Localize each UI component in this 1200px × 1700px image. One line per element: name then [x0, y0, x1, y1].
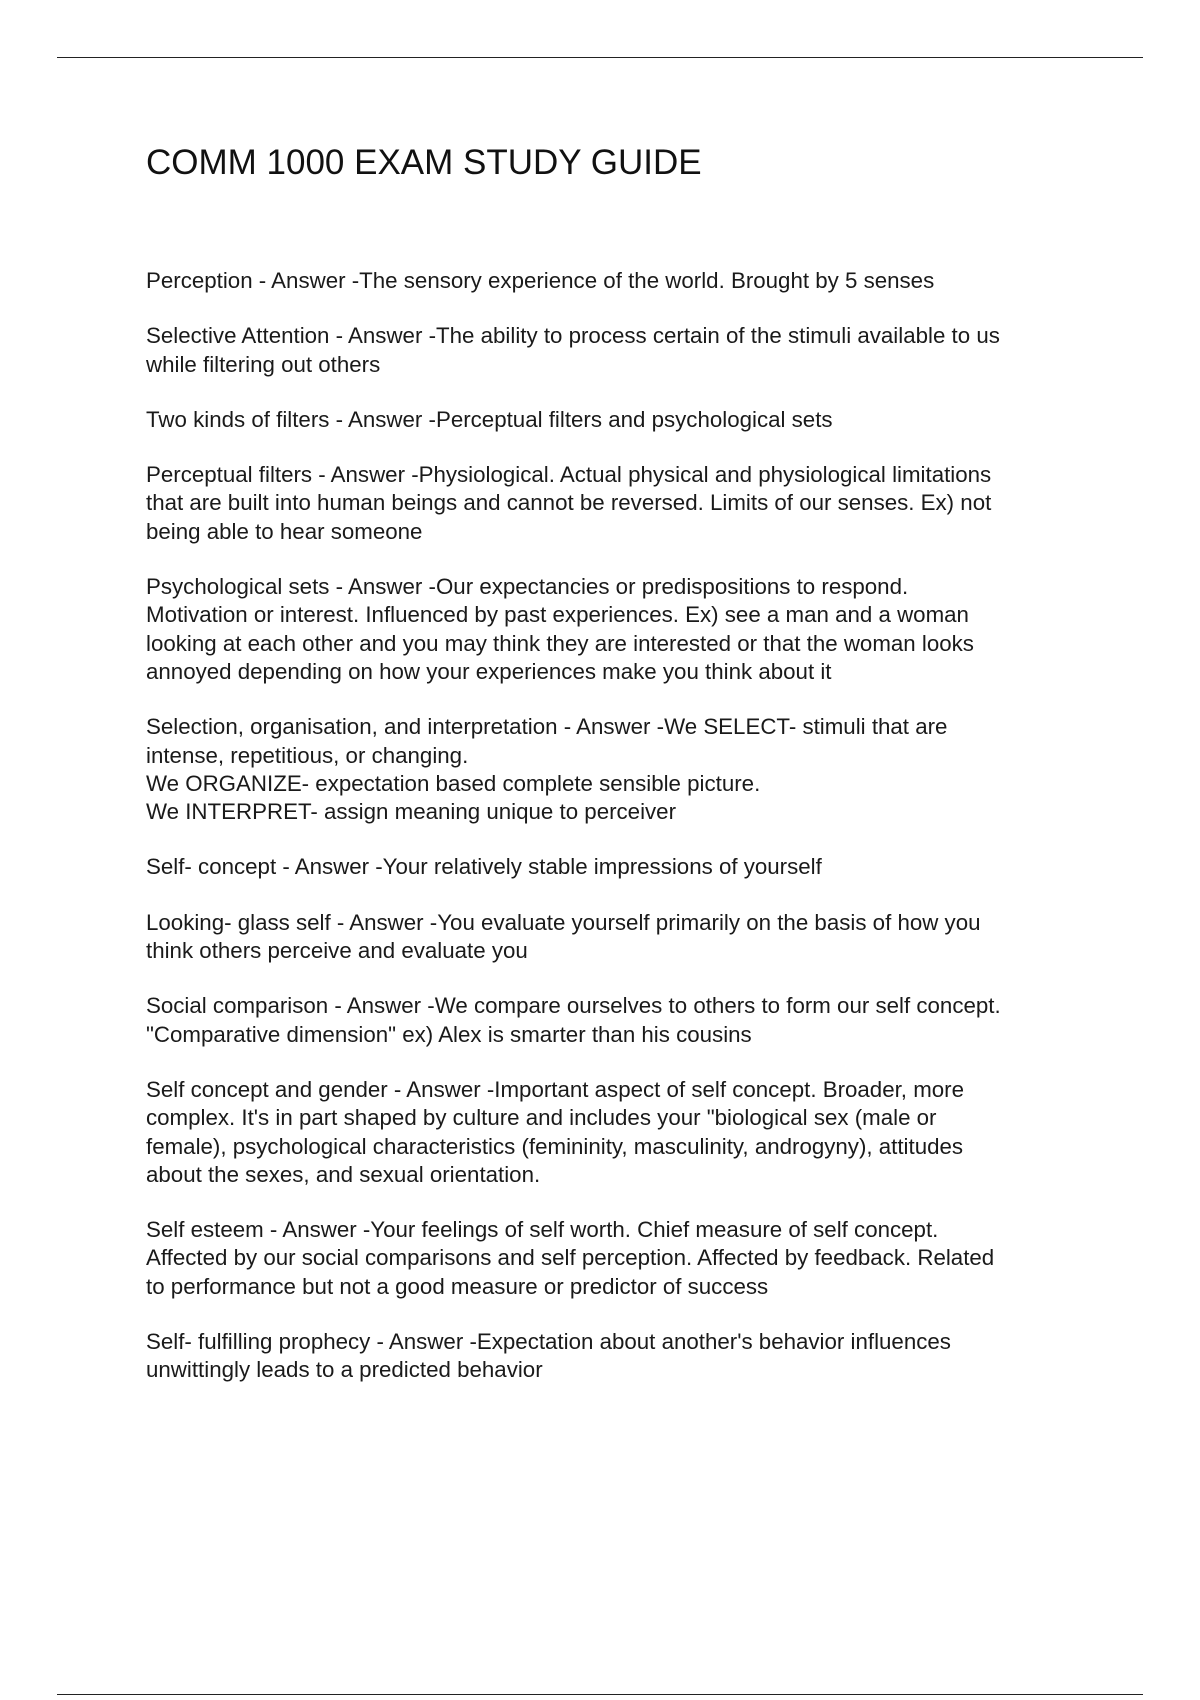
entry-selective-attention — [146, 322, 1096, 379]
entry-line: think others perceive and evaluate you — [146, 938, 528, 964]
entry-line: Self concept and gender - Answer -Important aspect of self concept. Broader, more — [146, 1076, 964, 1102]
entry-line: Perceptual filters - Answer -Physiological. Actual physical and physiological limitations — [146, 462, 992, 488]
entry-line: Perception - Answer -The sensory experience of the world. Brought by 5 senses — [146, 268, 935, 293]
entry-self-concept — [146, 853, 1096, 881]
entry-line: Looking- glass self - Answer -You evaluate yourself primarily on the basis of how you — [146, 909, 981, 935]
entry-psychological-sets — [146, 573, 1096, 686]
entry-line: Motivation or interest. Influenced by past experiences. Ex) see a man and a woman — [146, 602, 969, 628]
entry-line: Self- concept - Answer -Your relatively stable impressions of yourself — [146, 854, 822, 880]
entry-line: Affected by our social comparisons and self perception. Affected by feedback. Related — [146, 1245, 995, 1271]
entry-social-comparison — [146, 992, 1096, 1049]
entry-line: annoyed depending on how your experiences make you think about it — [146, 658, 832, 684]
entry-line: Selection, organisation, and interpretation - Answer -We SELECT- stimuli that are — [146, 714, 948, 740]
entry-line: Social comparison - Answer -We compare ourselves to others to form our self concept. — [146, 993, 1001, 1019]
entry-line: being able to hear someone — [146, 518, 423, 544]
entry-line: while filtering out others — [146, 351, 381, 377]
entry-line: We INTERPRET- assign meaning unique to perceiver — [146, 799, 676, 825]
entry-line: looking at each other and you may think they are interested or that the woman looks — [146, 630, 974, 656]
entry-line: Self esteem - Answer -Your feelings of self worth. Chief measure of self concept. — [146, 1217, 939, 1243]
entry-line: Selective Attention - Answer -The ability to process certain of the stimuli available to us — [146, 323, 1000, 349]
entry-line: unwittingly leads to a predicted behavior — [146, 1357, 543, 1383]
entry-perceptual-filters — [146, 461, 1096, 546]
entry-looking-glass-self — [146, 909, 1096, 966]
entry-line: intense, repetitious, or changing. — [146, 742, 469, 768]
entry-self-esteem — [146, 1216, 1096, 1301]
entry-line: that are built into human beings and cannot be reversed. Limits of our senses. Ex) not — [146, 490, 992, 516]
entry-perception — [146, 267, 1096, 295]
study-entries — [146, 267, 1096, 1412]
entry-self-fulfilling-prophecy — [146, 1328, 1096, 1385]
entry-line: to performance but not a good measure or predictor of success — [146, 1273, 769, 1299]
top-rule — [57, 57, 1143, 58]
entry-line: "Comparative dimension" ex) Alex is smarter than his cousins — [146, 1021, 752, 1047]
entry-line: about the sexes, and sexual orientation. — [146, 1161, 541, 1187]
entry-line: Two kinds of filters - Answer -Perceptual filters and psychological sets — [146, 406, 833, 432]
entry-line: Psychological sets - Answer -Our expectancies or predispositions to respond. — [146, 574, 909, 600]
entry-two-kinds-of-filters — [146, 406, 1096, 434]
entry-self-concept-and-gender — [146, 1076, 1096, 1189]
entry-line: complex. It's in part shaped by culture and includes your "biological sex (male or — [146, 1105, 937, 1131]
bottom-rule — [57, 1694, 1143, 1695]
entry-line: female), psychological characteristics (femininity, masculinity, androgyny), attitudes — [146, 1133, 964, 1159]
page-title: COMM 1000 EXAM STUDY GUIDE — [146, 143, 702, 182]
entry-line: We ORGANIZE- expectation based complete sensible picture. — [146, 770, 761, 796]
entry-selection-organisation-interpretation — [146, 713, 1096, 826]
entry-line: Self- fulfilling prophecy - Answer -Expectation about another's behavior influences — [146, 1329, 951, 1355]
